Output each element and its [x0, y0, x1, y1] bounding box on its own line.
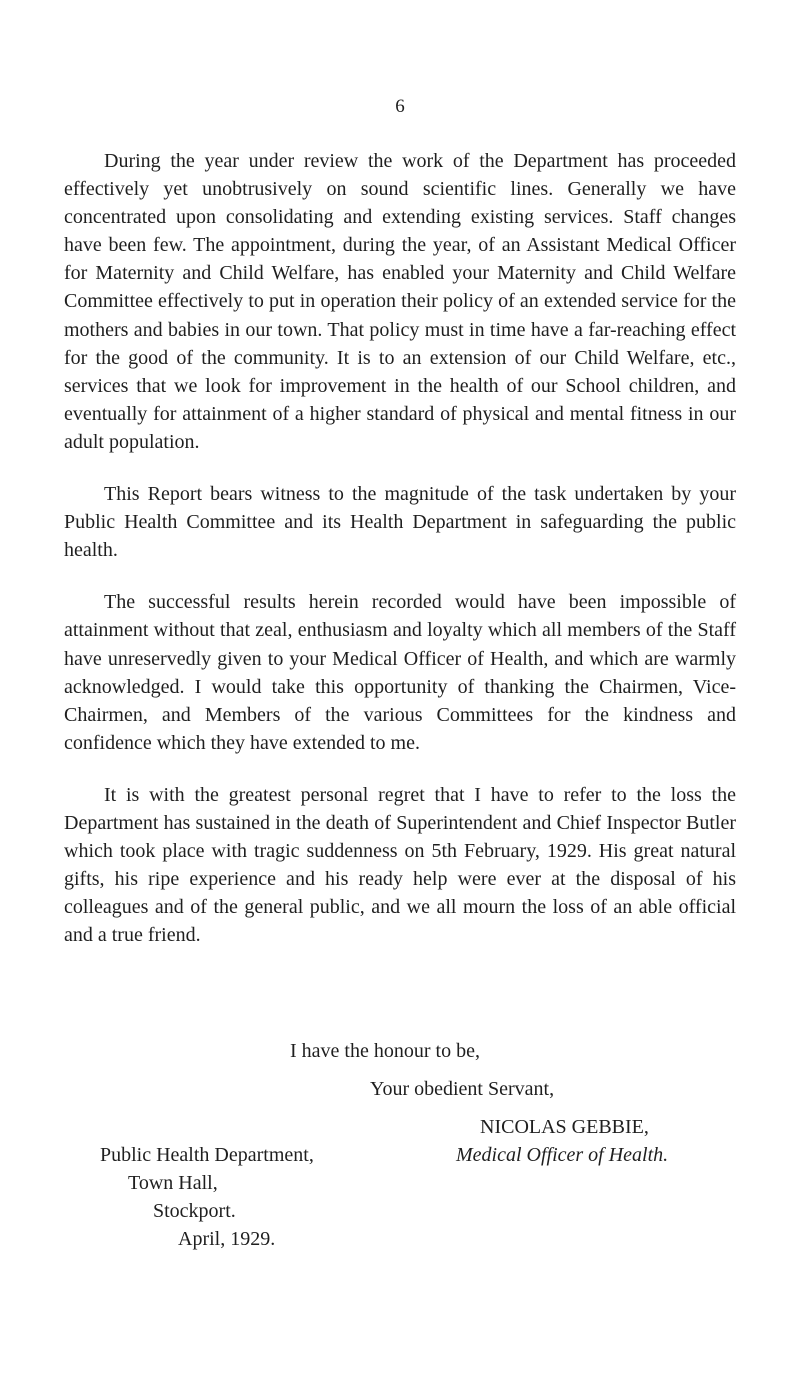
paragraph-2: This Report bears witness to the magnitude of the task undertaken by your Public Health Committee and its Health Department in safeguarding the public health.: [64, 483, 736, 562]
address-line-3: Stockport.: [153, 1200, 236, 1222]
signatory-name: NICOLAS GEBBIE,: [480, 1116, 649, 1138]
paragraph-4: It is with the greatest personal regret that I have to refer to the loss the Department has sustained in the death of Superintendent and Chief Inspector Butler which took place with tragic suddenness on 5th February, 1929. His great natural gifts, his ripe experience and his ready help were ever at the disposal of his colleagues and of the general public, and we all mourn the loss of an able official and a true friend.: [64, 783, 736, 947]
signatory-title: Medical Officer of Health.: [456, 1144, 669, 1166]
salutation: I have the honour to be,: [290, 1040, 480, 1062]
address-line-1: Public Health Department,: [100, 1144, 314, 1166]
letter-body: [64, 147, 736, 973]
paragraph-1: During the year under review the work of the Department has proceeded effectively yet unobtrusively on sound scientific lines. Generally we have concentrated upon consolidating and extending existing services. Staff changes have been few. The appointment, during the year, of an Assistant Medical Officer for Maternity and Child Welfare, has enabled your Maternity and Child Welfare Committee effectively to put in operation their policy of an extended service for the mothers and babies in our town. That policy must in time have a far-reaching effect for the good of the community. It is to an extension of our Child Welfare, etc., services that we look for improvement in the health of our School children, and eventually for attainment of a higher standard of physical and mental fitness in our adult population.: [64, 150, 736, 453]
letter-date: April, 1929.: [178, 1228, 276, 1250]
page-number: 6: [395, 96, 405, 117]
paragraph-3: The successful results herein recorded would have been impossible of attainment without that zeal, enthusiasm and loyalty which all members of the Staff have unreservedly given to your Medical Officer of Health, and which are warmly acknowledged. I would take this opportunity of thanking the Chairmen, Vice-Chairmen, and Members of the various Committees for the kindness and confidence which they have extended to me.: [64, 591, 736, 754]
address-line-2: Town Hall,: [128, 1172, 218, 1194]
valediction: Your obedient Servant,: [370, 1078, 555, 1100]
